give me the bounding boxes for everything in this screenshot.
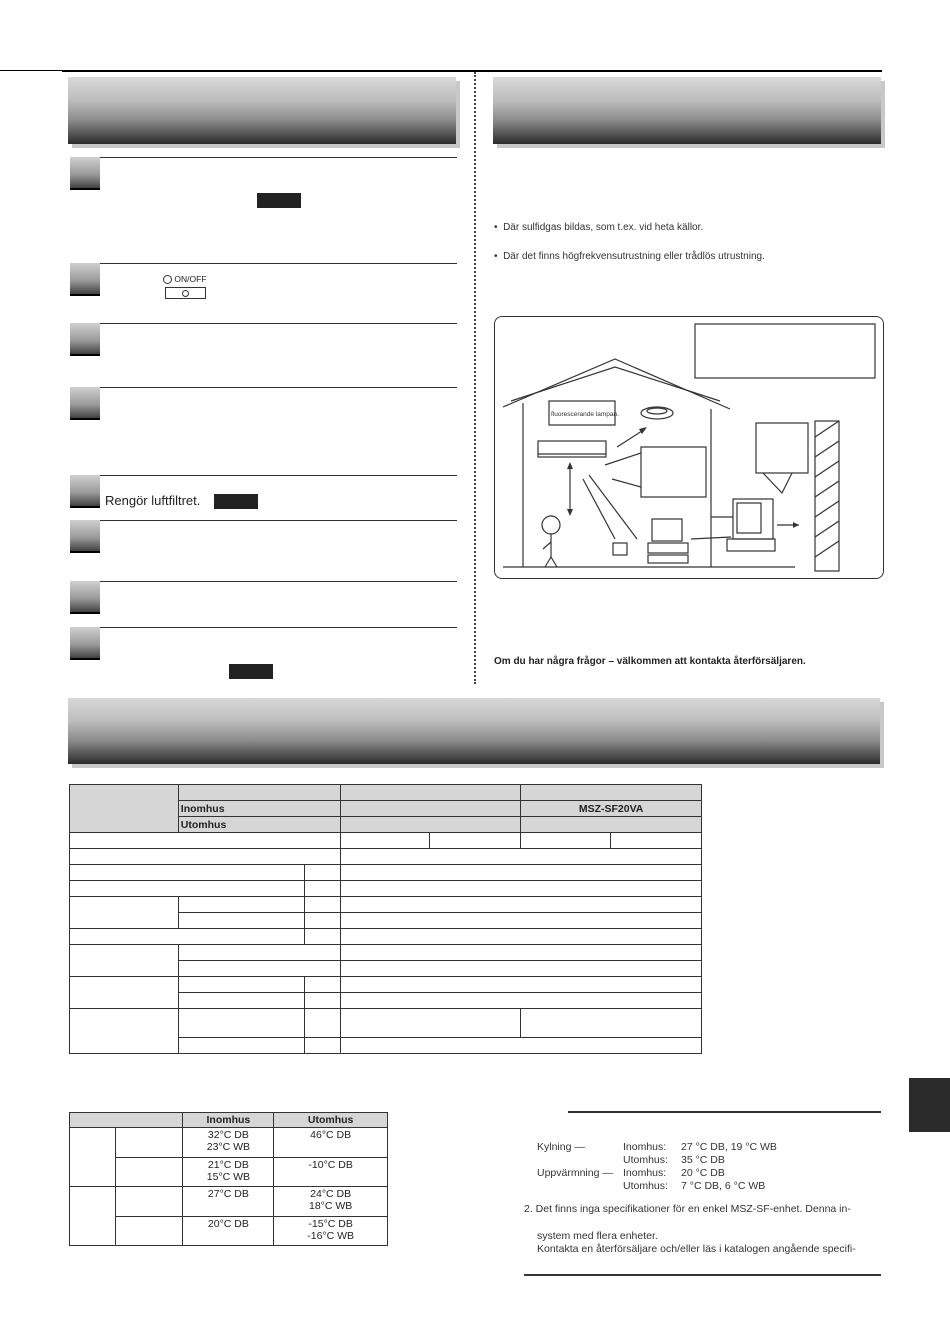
onoff-button-graphic [163,274,207,300]
step-3 [70,323,457,355]
header-outdoor: Utomhus [274,1113,388,1128]
lamp-label: fluorescerande lampan. [551,411,619,418]
cond-cell: 46°C DB [274,1128,388,1158]
onoff-label: ON/OFF [174,274,207,284]
cond-cell: 32°C DB 23°C WB [183,1128,274,1158]
heat-outdoor-value: 7 °C DB, 6 °C WB [681,1180,766,1192]
notes-rule-top [568,1111,881,1113]
model-name: MSZ-SF20VA [521,801,702,817]
spec-table [69,784,702,1054]
interference-diagram [494,316,884,579]
cool-indoor-value: 27 °C DB, 19 °C WB [681,1141,777,1153]
spec-section-header [68,698,880,764]
reference-tag [229,664,273,679]
reference-tag [257,193,301,208]
row-label-outdoor: Utomhus [178,817,340,833]
heat-indoor-value: 20 °C DB [681,1167,725,1179]
left-section-header [68,77,456,144]
step-8 [70,627,457,659]
top-rule [62,70,882,72]
note-2-line-3: Kontakta en återförsäljare och/eller läs i katalogen angående specifi- [537,1243,856,1255]
reference-tag [214,494,258,509]
step-2 [70,263,457,295]
bullet-item: • Där sulfidgas bildas, som t.ex. vid heta källor. [494,222,704,233]
cond-cell: -15°C DB -16°C WB [274,1217,388,1246]
column-divider [474,72,476,684]
cool-outdoor-label: Utomhus: [623,1154,668,1166]
conditions-table [69,1112,388,1246]
contact-text: Om du har några frågor – välkommen att kontakta återförsäljaren. [494,656,806,667]
step-5-text: Rengör luftfiltret. [105,493,201,508]
note-2-line-2: system med flera enheter. [537,1230,658,1242]
notes-rule-bottom [524,1274,881,1276]
top-rule-left [0,70,62,71]
cond-cell: -10°C DB [274,1158,388,1187]
heating-label: Uppvärmning — [537,1167,613,1179]
note-2-line-1: 2. Det finns inga specifikationer för en enkel MSZ-SF-enhet. Denna in- [524,1203,851,1215]
step-6 [70,520,457,552]
cond-cell: 21°C DB 15°C WB [183,1158,274,1187]
power-icon [163,275,172,284]
cooling-label: Kylning — [537,1141,585,1153]
cond-cell: 24°C DB 18°C WB [274,1187,388,1217]
header-indoor: Inomhus [183,1113,274,1128]
step-7 [70,581,457,613]
row-label-indoor: Inomhus [178,801,340,817]
right-section-header [493,77,881,144]
house-drawing [495,317,883,578]
notes-block [537,1141,882,1193]
cond-cell: 20°C DB [183,1217,274,1246]
cond-cell: 27°C DB [183,1187,274,1217]
cool-outdoor-value: 35 °C DB [681,1154,725,1166]
bullet-item: • Där det finns högfrekvensutrustning eller trådlös utrustning. [494,251,765,262]
step-1 [70,157,457,189]
heat-outdoor-label: Utomhus: [623,1180,668,1192]
cool-indoor-label: Inomhus: [623,1141,667,1153]
page-tab [909,1078,950,1132]
step-4 [70,387,457,419]
heat-indoor-label: Inomhus: [623,1167,667,1179]
